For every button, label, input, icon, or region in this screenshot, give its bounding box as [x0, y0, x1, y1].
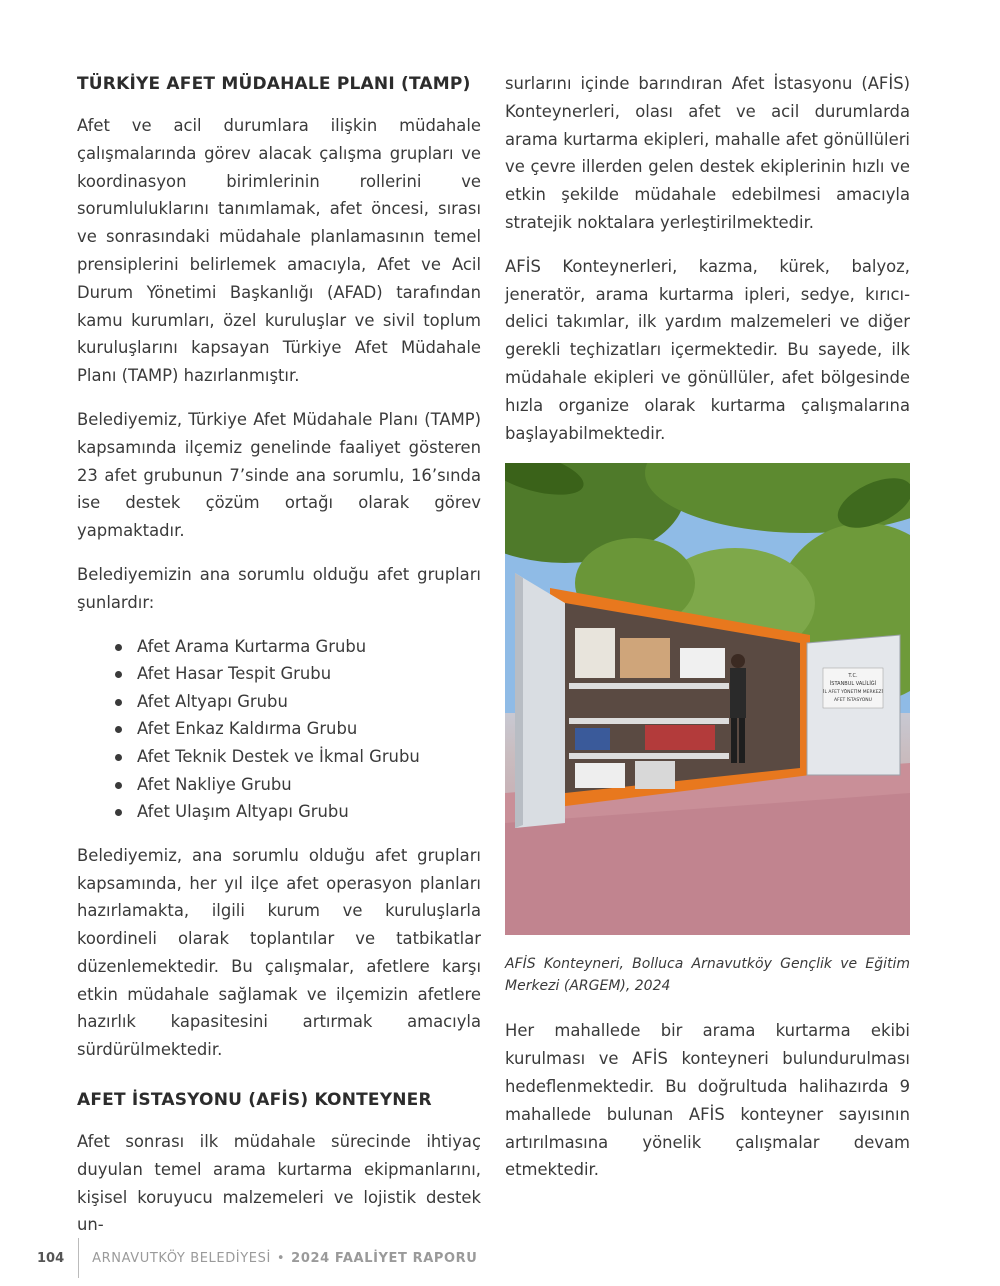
paragraph-afis-intro: Afet sonrası ilk müdahale sürecinde ihtiyaç duyulan temel arama kurtarma ekipmanlarını, kişisel koruyucu malzemeleri ve lojistik destek un-	[77, 1132, 481, 1235]
page-number: 104	[37, 1250, 65, 1266]
footer-report-title: 2024 FAALİYET RAPORU	[291, 1250, 478, 1266]
section-heading-tamp: TÜRKİYE AFET MÜDAHALE PLANI (TAMP)	[77, 74, 471, 94]
sign-line: İSTANBUL VALİLİĞİ	[829, 681, 877, 688]
paragraph-groups-intro: Belediyemizin ana sorumlu olduğu afet grupları şunlardır:	[77, 564, 481, 612]
paragraph-afis-continued: surlarını içinde barındıran Afet İstasyonu (AFİS) Konteynerleri, olası afet ve acil durumlarda arama kurtarma ekipleri, mahalle afet gönüllüleri ve çevre illerden gelen destek ekiplerinin hızlı ve etkin şekilde müdahale edebilmesi amacıyla stratejik noktalara yerleştirilmektedir.	[505, 74, 910, 232]
footer-divider	[78, 1238, 80, 1278]
list-item: Afet Hasar Tespit Grubu	[137, 660, 481, 688]
photo-caption: AFİS Konteyneri, Bolluca Arnavutköy Gençlik ve Eğitim Merkezi (ARGEM), 2024	[505, 956, 910, 995]
right-column	[505, 70, 910, 1200]
list-item: Afet Ulaşım Altyapı Grubu	[137, 798, 481, 826]
page-footer	[37, 1238, 477, 1278]
sign-line: T.C.	[848, 673, 858, 680]
list-item: Afet Arama Kurtarma Grubu	[137, 633, 481, 661]
sign-line: AFET İSTASYONU	[834, 698, 872, 704]
sign-line: İL AFET YÖNETİM MERKEZİ	[823, 690, 883, 696]
footer-separator: •	[276, 1250, 286, 1266]
paragraph-goals: Her mahallede bir arama kurtarma ekibi kurulması ve AFİS konteyneri bulundurulması hedeflenmektedir. Bu doğrultuda halihazırda 9 mahallede bulunan AFİS konteyner sayısının artırılmasına yönelik çalışmalar devam etmektedir.	[505, 1021, 910, 1180]
list-item: Afet Nakliye Grubu	[137, 771, 481, 799]
list-item: Afet Teknik Destek ve İkmal Grubu	[137, 743, 481, 771]
footer-org: ARNAVUTKÖY BELEDİYESİ	[92, 1250, 271, 1266]
section-heading-afis: AFET İSTASYONU (AFİS) KONTEYNER	[77, 1090, 432, 1111]
list-item: Afet Enkaz Kaldırma Grubu	[137, 715, 481, 743]
container-illustration	[505, 463, 910, 935]
paragraph-operations: Belediyemiz, ana sorumlu olduğu afet grupları kapsamında, her yıl ilçe afet operasyon planları hazırlamakta, ilgili kurum ve kuruluşlarla koordineli olarak toplantılar ve tatbikatlar düzenlemektedir. Bu çalışmalar, afetlere karşı etkin müdahale sağlamak ve ilçemizin afetlere hazırlık kapasitesini artırmak amacıyla sürdürülmektedir.	[77, 845, 481, 1060]
afis-container-photo	[505, 463, 910, 935]
paragraph-municipality-role: Belediyemiz, Türkiye Afet Müdahale Planı (TAMP) kapsamında ilçemiz genelinde faaliyet gösteren 23 afet grubunun 7’sinde ana sorumlu, 16’sında ise destek çözüm ortağı olarak görev yapmaktadır.	[77, 409, 481, 541]
disaster-groups-list	[77, 633, 481, 826]
list-item: Afet Altyapı Grubu	[137, 688, 481, 716]
left-column	[77, 70, 481, 1255]
paragraph-afis-contents: AFİS Konteynerleri, kazma, kürek, balyoz, jeneratör, arama kurtarma ipleri, sedye, kırıcı-delici takımlar, ilk yardım malzemeleri ve diğer gerekli teçhizatları içermektedir. Bu sayede, ilk müdahale ekipleri ve gönüllüler, afet bölgesinde hızla organize olarak kurtarma çalışmalarına başlayabilmektedir.	[505, 256, 910, 443]
paragraph-tamp-intro: Afet ve acil durumlara ilişkin müdahale çalışmalarında görev alacak çalışma grupları ve koordinasyon birimlerinin rollerini ve sorumluluklarını tanımlamak, afet öncesi, sırası ve sonrasındaki müdahale planlamasının temel prensiplerini belirlemek amacıyla, Afet ve Acil Durum Yönetimi Başkanlığı (AFAD) tarafından kamu kurumları, özel kuruluşlar ve sivil toplum kuruluşlarını kapsayan Türkiye Afet Müdahale Planı (TAMP) hazırlanmıştır.	[77, 116, 481, 386]
